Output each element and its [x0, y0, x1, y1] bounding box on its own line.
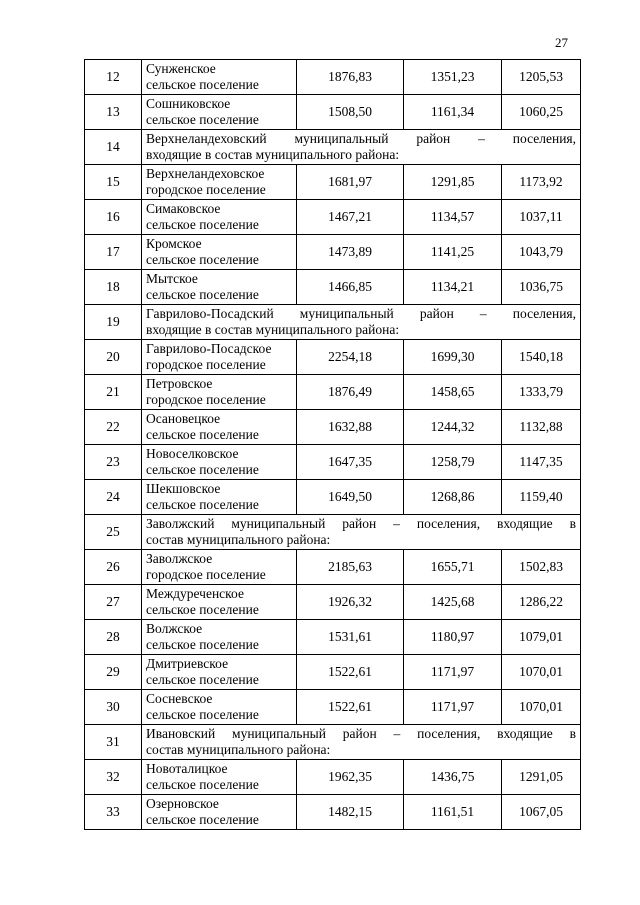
- value-cell-3: 1132,88: [502, 410, 581, 445]
- district-heading-line: состав муниципального района:: [146, 532, 331, 547]
- value-cell-2: 1268,86: [404, 480, 502, 515]
- row-number: 24: [85, 480, 142, 515]
- value-cell-1: 1632,88: [297, 410, 404, 445]
- value-cell-3: 1067,05: [502, 795, 581, 830]
- table-row: [85, 375, 581, 410]
- table-row: [85, 655, 581, 690]
- table-row: [85, 445, 581, 480]
- settlement-name-line: Сосневское: [146, 691, 213, 706]
- settlement-type-line: сельское поселение: [146, 217, 259, 232]
- settlement-name-line: Междуреченское: [146, 586, 244, 601]
- row-number: 18: [85, 270, 142, 305]
- row-number: 14: [85, 130, 142, 165]
- settlement-name-line: Верхнеландеховское: [146, 166, 265, 181]
- settlement-name-line: Осановецкое: [146, 411, 221, 426]
- value-cell-1: 1466,85: [297, 270, 404, 305]
- row-number: 15: [85, 165, 142, 200]
- value-cell-3: 1286,22: [502, 585, 581, 620]
- table-row: [85, 725, 581, 760]
- row-number: 28: [85, 620, 142, 655]
- settlement-name-line: Гаврилово-Посадское: [146, 341, 272, 356]
- settlement-type-line: сельское поселение: [146, 462, 259, 477]
- settlement-name-line: Петровское: [146, 376, 213, 391]
- value-cell-1: 2185,63: [297, 550, 404, 585]
- value-cell-3: 1043,79: [502, 235, 581, 270]
- value-cell-1: 1876,83: [297, 60, 404, 95]
- table-row: [85, 410, 581, 445]
- row-number: 27: [85, 585, 142, 620]
- settlement-name: [142, 550, 297, 585]
- value-cell-1: 1522,61: [297, 690, 404, 725]
- row-number: 31: [85, 725, 142, 760]
- district-heading-line: Гаврилово-Посадский муниципальный район – поселения,: [146, 306, 576, 321]
- value-cell-1: 1508,50: [297, 95, 404, 130]
- settlement-name: [142, 410, 297, 445]
- table-row: [85, 690, 581, 725]
- value-cell-2: 1171,97: [404, 690, 502, 725]
- district-heading: [142, 515, 581, 550]
- row-number: 12: [85, 60, 142, 95]
- value-cell-1: 1482,15: [297, 795, 404, 830]
- settlement-type-line: сельское поселение: [146, 287, 259, 302]
- district-heading-line: Ивановский муниципальный район – поселения, входящие в: [146, 726, 576, 741]
- district-heading-line: входящие в состав муниципального района:: [146, 147, 400, 162]
- row-number: 13: [85, 95, 142, 130]
- row-number: 26: [85, 550, 142, 585]
- value-cell-1: 1531,61: [297, 620, 404, 655]
- settlement-name: [142, 95, 297, 130]
- value-cell-1: 1962,35: [297, 760, 404, 795]
- value-cell-3: 1291,05: [502, 760, 581, 795]
- table-row: [85, 340, 581, 375]
- settlement-name-line: Шекшовское: [146, 481, 221, 496]
- district-heading-line: входящие в состав муниципального района:: [146, 322, 400, 337]
- value-cell-3: 1060,25: [502, 95, 581, 130]
- settlement-type-line: городское поселение: [146, 567, 266, 582]
- settlement-name: [142, 760, 297, 795]
- value-cell-1: 1681,97: [297, 165, 404, 200]
- settlement-name: [142, 270, 297, 305]
- value-cell-3: 1070,01: [502, 655, 581, 690]
- table-row: [85, 305, 581, 340]
- settlement-name-line: Дмитриевское: [146, 656, 229, 671]
- row-number: 23: [85, 445, 142, 480]
- table-row: [85, 760, 581, 795]
- value-cell-2: 1351,23: [404, 60, 502, 95]
- settlement-type-line: сельское поселение: [146, 252, 259, 267]
- value-cell-3: 1147,35: [502, 445, 581, 480]
- district-heading: [142, 725, 581, 760]
- table-row: [85, 550, 581, 585]
- value-cell-1: 2254,18: [297, 340, 404, 375]
- settlement-name: [142, 480, 297, 515]
- row-number: 30: [85, 690, 142, 725]
- value-cell-2: 1141,25: [404, 235, 502, 270]
- settlement-type-line: сельское поселение: [146, 812, 259, 827]
- table-row: [85, 95, 581, 130]
- settlement-name: [142, 690, 297, 725]
- table-row: [85, 795, 581, 830]
- value-cell-3: 1036,75: [502, 270, 581, 305]
- settlement-type-line: сельское поселение: [146, 112, 259, 127]
- table-row: [85, 130, 581, 165]
- value-cell-3: 1079,01: [502, 620, 581, 655]
- settlement-name-line: Заволжское: [146, 551, 213, 566]
- settlement-name: [142, 165, 297, 200]
- settlement-name-line: Озерновское: [146, 796, 219, 811]
- value-cell-2: 1436,75: [404, 760, 502, 795]
- value-cell-3: 1173,92: [502, 165, 581, 200]
- settlement-type-line: сельское поселение: [146, 707, 259, 722]
- row-number: 20: [85, 340, 142, 375]
- row-number: 19: [85, 305, 142, 340]
- value-cell-2: 1161,34: [404, 95, 502, 130]
- settlement-name: [142, 200, 297, 235]
- table-row: [85, 200, 581, 235]
- row-number: 29: [85, 655, 142, 690]
- settlement-type-line: сельское поселение: [146, 497, 259, 512]
- value-cell-2: 1699,30: [404, 340, 502, 375]
- settlement-name-line: Мытское: [146, 271, 198, 286]
- table-row: [85, 620, 581, 655]
- row-number: 32: [85, 760, 142, 795]
- settlement-type-line: сельское поселение: [146, 637, 259, 652]
- value-cell-3: 1159,40: [502, 480, 581, 515]
- settlement-type-line: городское поселение: [146, 357, 266, 372]
- value-cell-2: 1171,97: [404, 655, 502, 690]
- table-row: [85, 165, 581, 200]
- table-body: [85, 60, 581, 830]
- value-cell-3: 1333,79: [502, 375, 581, 410]
- settlement-name: [142, 795, 297, 830]
- value-cell-2: 1291,85: [404, 165, 502, 200]
- table-row: [85, 270, 581, 305]
- table-row: [85, 60, 581, 95]
- table-row: [85, 585, 581, 620]
- district-heading-line: Заволжский муниципальный район – поселения, входящие в: [146, 516, 576, 531]
- row-number: 22: [85, 410, 142, 445]
- settlement-name-line: Симаковское: [146, 201, 221, 216]
- settlement-name: [142, 340, 297, 375]
- district-heading-line: состав муниципального района:: [146, 742, 331, 757]
- settlement-type-line: сельское поселение: [146, 672, 259, 687]
- table-row: [85, 235, 581, 270]
- settlement-type-line: городское поселение: [146, 392, 266, 407]
- settlement-name: [142, 585, 297, 620]
- value-cell-3: 1540,18: [502, 340, 581, 375]
- row-number: 16: [85, 200, 142, 235]
- settlement-name: [142, 445, 297, 480]
- settlements-table: [84, 59, 581, 830]
- settlement-name: [142, 60, 297, 95]
- value-cell-1: 1876,49: [297, 375, 404, 410]
- district-heading-line: Верхнеландеховский муниципальный район – поселения,: [146, 131, 576, 146]
- settlement-type-line: сельское поселение: [146, 777, 259, 792]
- settlement-type-line: сельское поселение: [146, 602, 259, 617]
- settlement-name: [142, 620, 297, 655]
- value-cell-2: 1134,57: [404, 200, 502, 235]
- settlement-name: [142, 235, 297, 270]
- value-cell-3: 1070,01: [502, 690, 581, 725]
- value-cell-3: 1205,53: [502, 60, 581, 95]
- value-cell-2: 1161,51: [404, 795, 502, 830]
- settlement-type-line: сельское поселение: [146, 77, 259, 92]
- settlement-name: [142, 375, 297, 410]
- value-cell-1: 1522,61: [297, 655, 404, 690]
- value-cell-3: 1502,83: [502, 550, 581, 585]
- value-cell-1: 1647,35: [297, 445, 404, 480]
- table-row: [85, 515, 581, 550]
- value-cell-2: 1258,79: [404, 445, 502, 480]
- settlement-name-line: Сошниковское: [146, 96, 231, 111]
- value-cell-2: 1458,65: [404, 375, 502, 410]
- settlement-name: [142, 655, 297, 690]
- page-number: 27: [555, 35, 568, 50]
- value-cell-2: 1244,32: [404, 410, 502, 445]
- settlement-type-line: городское поселение: [146, 182, 266, 197]
- settlement-type-line: сельское поселение: [146, 427, 259, 442]
- settlement-name-line: Кромское: [146, 236, 202, 251]
- value-cell-2: 1425,68: [404, 585, 502, 620]
- value-cell-2: 1655,71: [404, 550, 502, 585]
- settlement-name-line: Волжское: [146, 621, 203, 636]
- settlement-name-line: Сунженское: [146, 61, 216, 76]
- value-cell-1: 1926,32: [297, 585, 404, 620]
- row-number: 21: [85, 375, 142, 410]
- settlement-name-line: Новоталицкое: [146, 761, 228, 776]
- value-cell-2: 1180,97: [404, 620, 502, 655]
- value-cell-1: 1467,21: [297, 200, 404, 235]
- value-cell-1: 1649,50: [297, 480, 404, 515]
- value-cell-3: 1037,11: [502, 200, 581, 235]
- district-heading: [142, 130, 581, 165]
- table-row: [85, 480, 581, 515]
- row-number: 33: [85, 795, 142, 830]
- district-heading: [142, 305, 581, 340]
- value-cell-2: 1134,21: [404, 270, 502, 305]
- row-number: 17: [85, 235, 142, 270]
- settlement-name-line: Новоселковское: [146, 446, 239, 461]
- row-number: 25: [85, 515, 142, 550]
- value-cell-1: 1473,89: [297, 235, 404, 270]
